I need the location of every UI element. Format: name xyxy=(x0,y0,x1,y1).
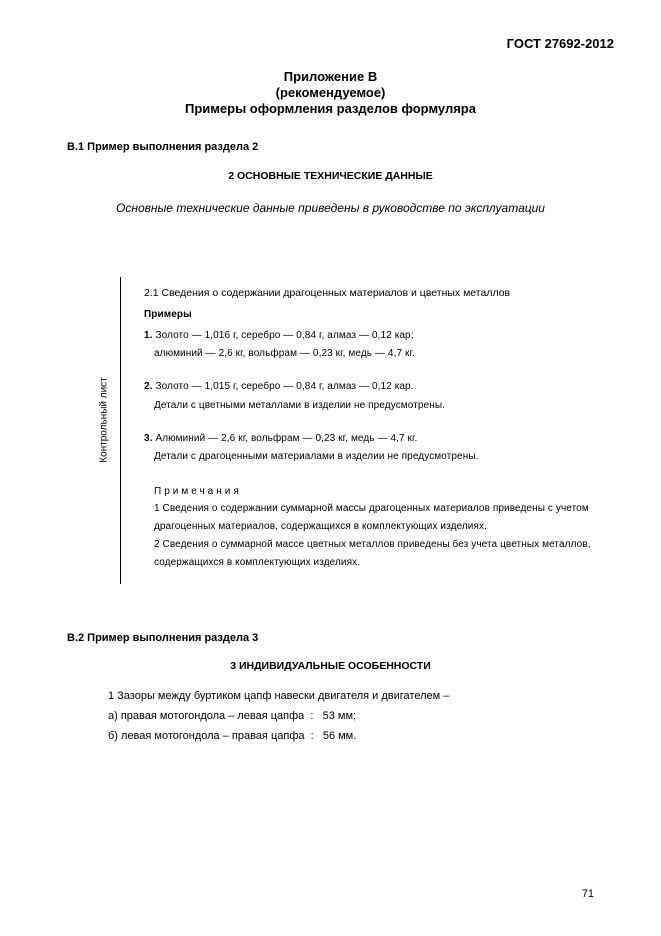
example-1-line-1 xyxy=(144,330,414,341)
example-1-text: Золото — 1,016 г, серебро — 0,84 г, алмаз — 0,12 кар; xyxy=(155,330,414,341)
note-2-line-1: 2 Сведения о суммарной массе цветных металлов приведены без учета цветных металлов, xyxy=(154,539,591,550)
example-2-text: Золото — 1,015 г, серебро — 0,84 г, алмаз — 0,12 кар. xyxy=(155,381,414,392)
appendix-title: Приложение В xyxy=(283,69,378,84)
example-2-line-1 xyxy=(144,381,414,392)
section-b2-title: 3 ИНДИВИДУАЛЬНЫЕ ОСОБЕННОСТИ xyxy=(230,660,431,672)
section-b1-italic-note: Основные технические данные приведены в руководстве по эксплуатации xyxy=(116,201,545,215)
form-margin-line xyxy=(120,277,121,584)
gaps-line-3: б) левая мотогондола – правая цапфа : 56 мм. xyxy=(108,730,357,742)
section-b1-heading: В.1 Пример выполнения раздела 2 xyxy=(67,141,259,153)
example-3-text: Алюминий — 2,6 кг, вольфрам — 0,23 кг, медь — 4,7 кг. xyxy=(155,433,418,444)
example-3-line-2: Детали с драгоценными материалами в изделии не предусмотрены. xyxy=(154,451,479,462)
note-1-line-1: 1 Сведения о содержании суммарной массы драгоценных материалов приведены с учетом xyxy=(154,503,589,514)
standard-code: ГОСТ 27692-2012 xyxy=(506,36,614,51)
example-2-number: 2. xyxy=(144,381,153,392)
example-1-line-2: алюминий — 2,6 кг, вольфрам — 0,23 кг, медь — 4,7 кг. xyxy=(154,348,415,359)
example-1-number: 1. xyxy=(144,330,153,341)
example-2-line-2: Детали с цветными металлами в изделии не предусмотрены. xyxy=(154,400,446,411)
note-1-line-2: драгоценных материалов, содержащихся в комплектующих изделиях. xyxy=(154,521,487,532)
gaps-line-2: а) правая мотогондола – левая цапфа : 53 мм; xyxy=(108,710,357,722)
gaps-line-1: 1 Зазоры между буртиком цапф навески двигателя и двигателем – xyxy=(108,690,450,702)
appendix-status: (рекомендуемое) xyxy=(275,85,386,100)
example-3-number: 3. xyxy=(144,433,153,444)
page-number: 71 xyxy=(581,888,594,900)
note-2-line-2: содержащихся в комплектующих изделиях. xyxy=(154,557,361,568)
example-3-line-1 xyxy=(144,433,417,444)
control-sheet-label: Контрольный лист xyxy=(98,377,110,463)
notes-label: Примечания xyxy=(154,486,242,497)
examples-label: Примеры xyxy=(144,309,192,320)
appendix-subtitle: Примеры оформления разделов формуляра xyxy=(185,101,476,116)
section-b2-heading: В.2 Пример выполнения раздела 3 xyxy=(67,632,259,644)
form-subtitle: 2.1 Сведения о содержании драгоценных материалов и цветных металлов xyxy=(144,287,511,299)
section-b1-title: 2 ОСНОВНЫЕ ТЕХНИЧЕСКИЕ ДАННЫЕ xyxy=(228,170,433,182)
